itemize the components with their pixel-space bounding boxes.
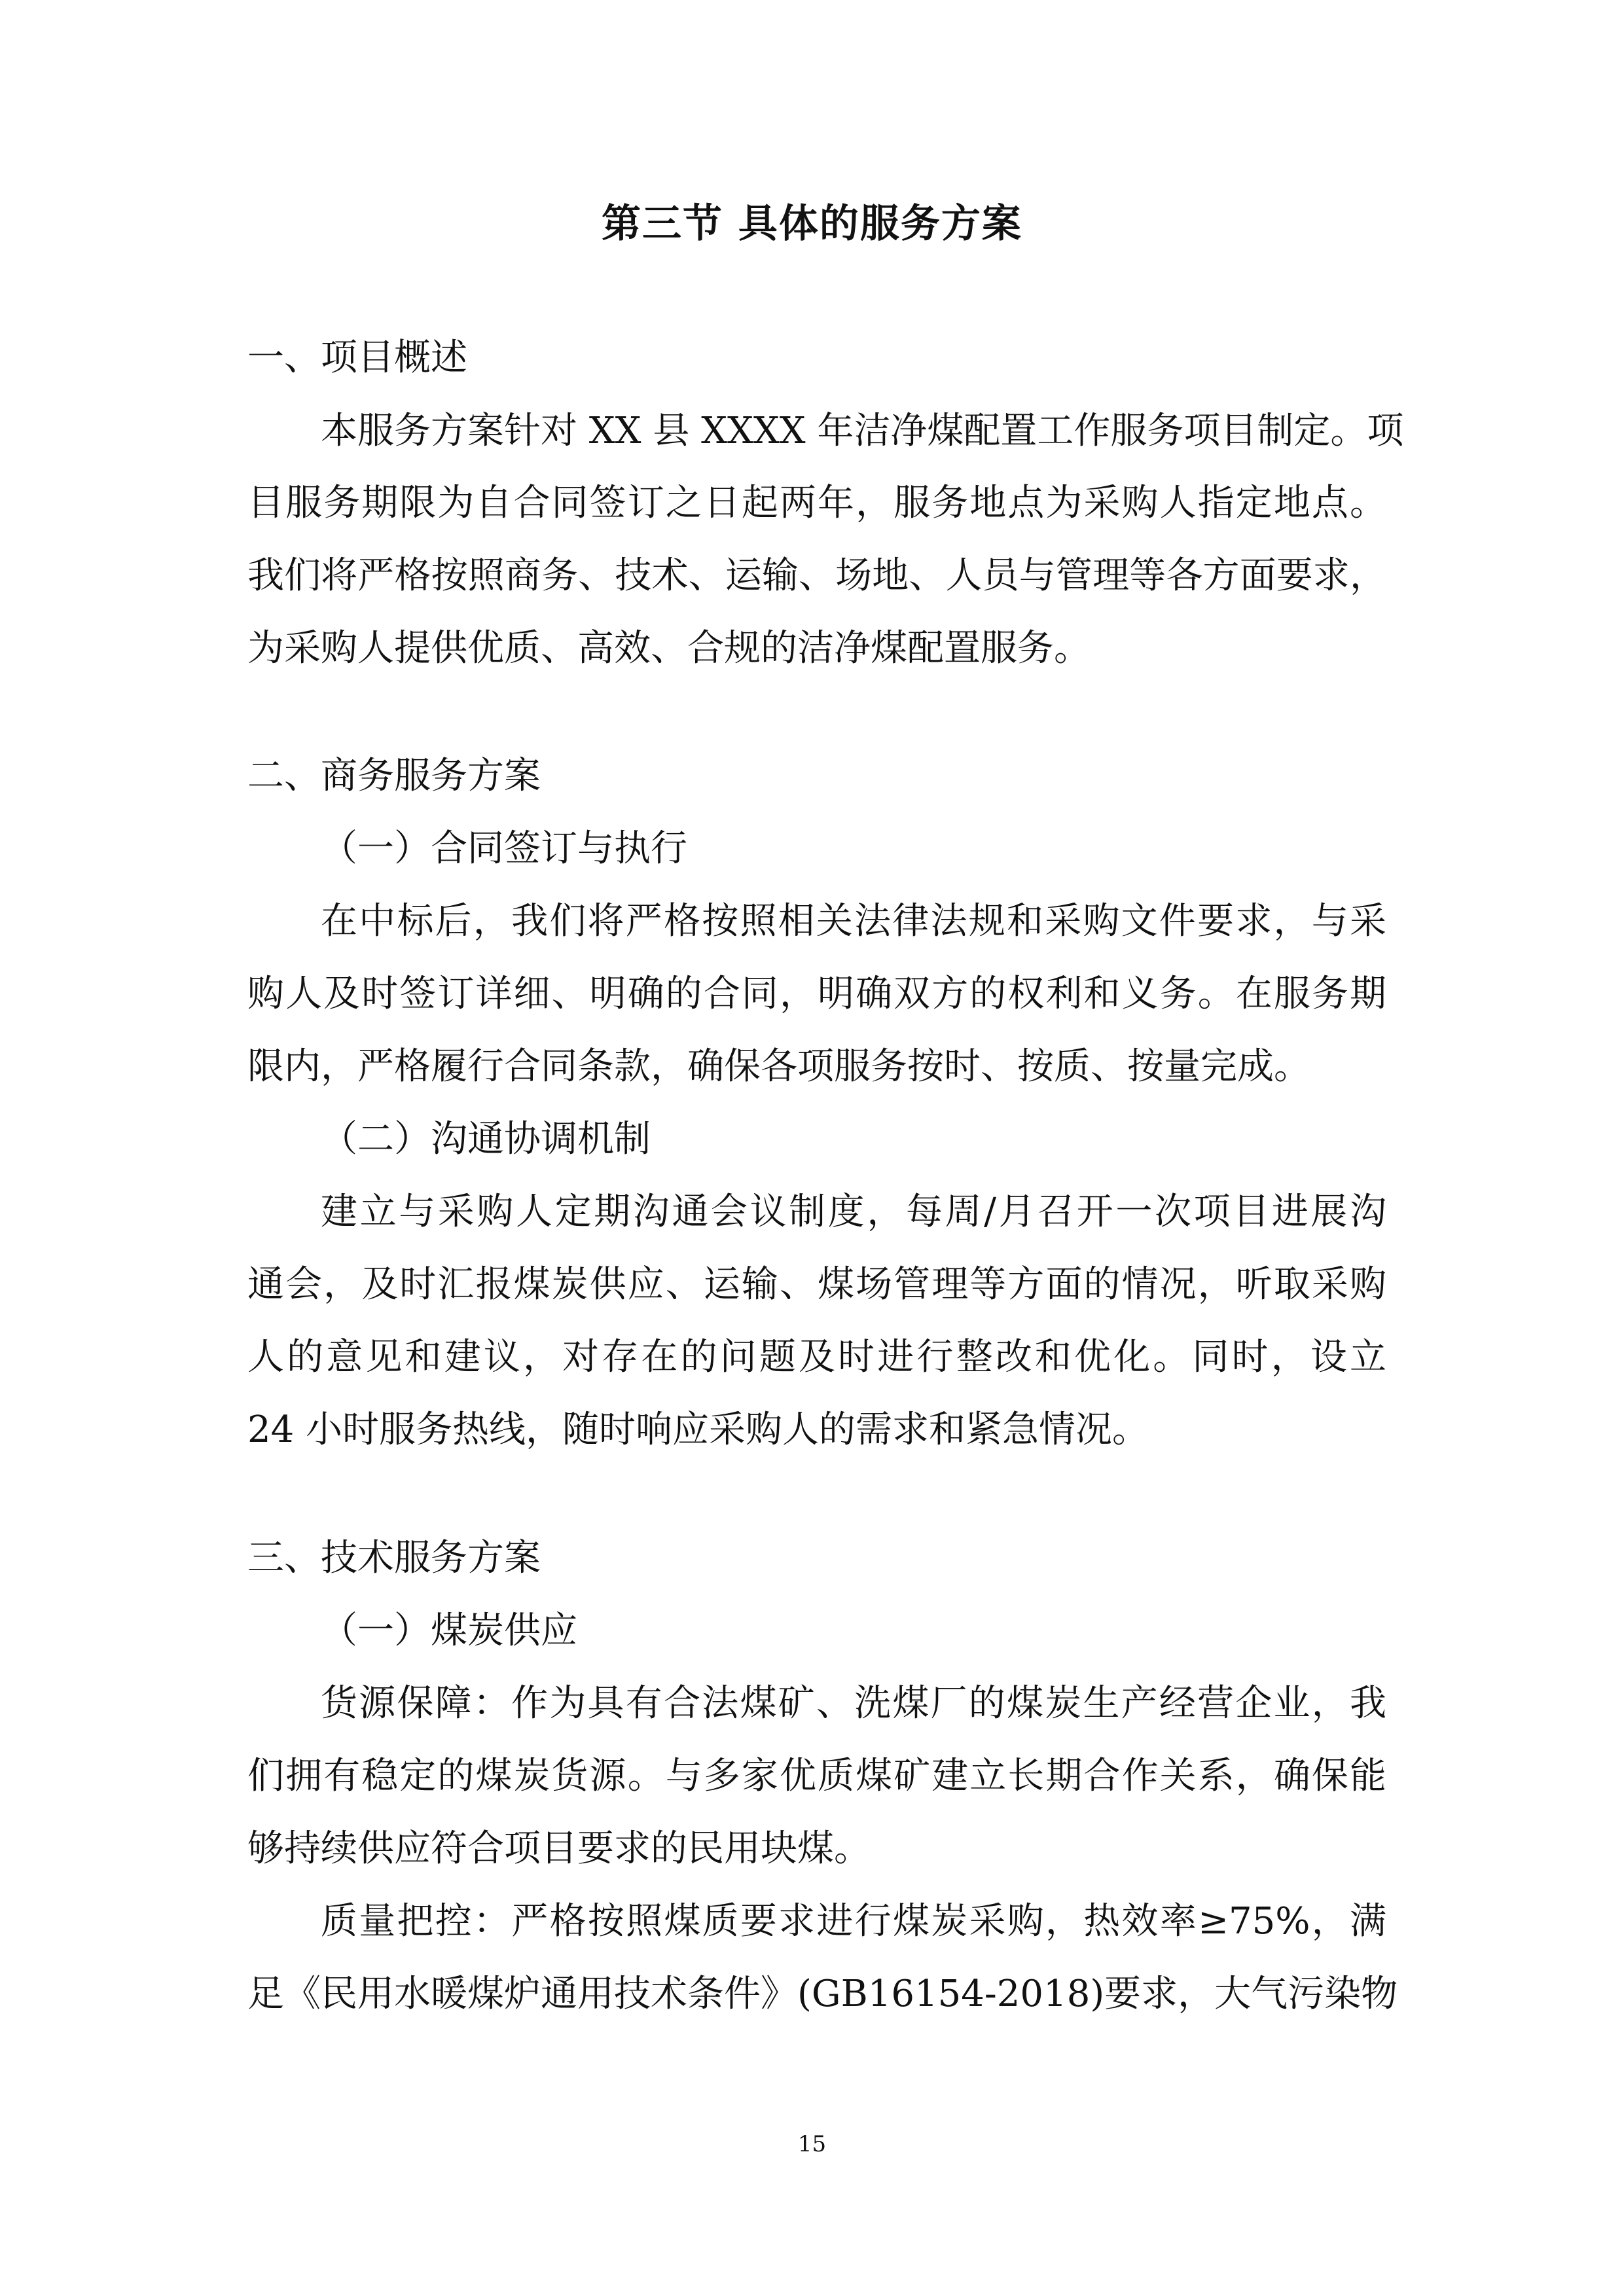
paragraph-line: 质量把控：严格按照煤质要求进行煤炭采购，热效率≥75%，满 bbox=[321, 1900, 1386, 1943]
section-heading: 三、技术服务方案 bbox=[247, 1537, 541, 1579]
page-number: 15 bbox=[797, 2131, 827, 2157]
paragraph-line: 为采购人提供优质、高效、合规的洁净煤配置服务。 bbox=[247, 627, 1091, 670]
paragraph-line: 通会，及时汇报煤炭供应、运输、煤场管理等方面的情况，听取采购 bbox=[247, 1263, 1386, 1306]
paragraph-line: 购人及时签订详细、明确的合同，明确双方的权利和义务。在服务期 bbox=[247, 973, 1386, 1015]
paragraph-line: 足《民用水暖煤炉通用技术条件》(GB16154-2018)要求，大气污染物 bbox=[247, 1973, 1398, 2015]
paragraph-line: 目服务期限为自合同签订之日起两年，服务地点为采购人指定地点。 bbox=[247, 482, 1386, 524]
page-title: 第三节 具体的服务方案 bbox=[602, 201, 1022, 247]
paragraph-line: 本服务方案针对 XX 县 XXXX 年洁净煤配置工作服务项目制定。项 bbox=[321, 410, 1404, 452]
paragraph-line: 我们将严格按照商务、技术、运输、场地、人员与管理等各方面要求， bbox=[247, 554, 1386, 597]
section-heading: 二、商务服务方案 bbox=[247, 755, 541, 797]
subsection-heading: （一）煤炭供应 bbox=[321, 1609, 577, 1652]
paragraph-line: 建立与采购人定期沟通会议制度，每周/月召开一次项目进展沟 bbox=[321, 1191, 1386, 1233]
section-heading: 一、项目概述 bbox=[247, 336, 467, 379]
paragraph-line: 够持续供应符合项目要求的民用块煤。 bbox=[247, 1827, 871, 1870]
subsection-heading: （一）合同签订与执行 bbox=[321, 827, 687, 870]
paragraph-line: 们拥有稳定的煤炭货源。与多家优质煤矿建立长期合作关系，确保能 bbox=[247, 1755, 1386, 1797]
paragraph-line: 24 小时服务热线，随时响应采购人的需求和紧急情况。 bbox=[247, 1408, 1149, 1451]
paragraph-line: 人的意见和建议，对存在的问题及时进行整改和优化。同时，设立 bbox=[247, 1336, 1386, 1378]
paragraph-line: 在中标后，我们将严格按照相关法律法规和采购文件要求，与采 bbox=[321, 900, 1386, 942]
paragraph-line: 限内，严格履行合同条款，确保各项服务按时、按质、按量完成。 bbox=[247, 1045, 1310, 1088]
subsection-heading: （二）沟通协调机制 bbox=[321, 1118, 651, 1160]
paragraph-line: 货源保障：作为具有合法煤矿、洗煤厂的煤炭生产经营企业，我 bbox=[321, 1682, 1386, 1725]
